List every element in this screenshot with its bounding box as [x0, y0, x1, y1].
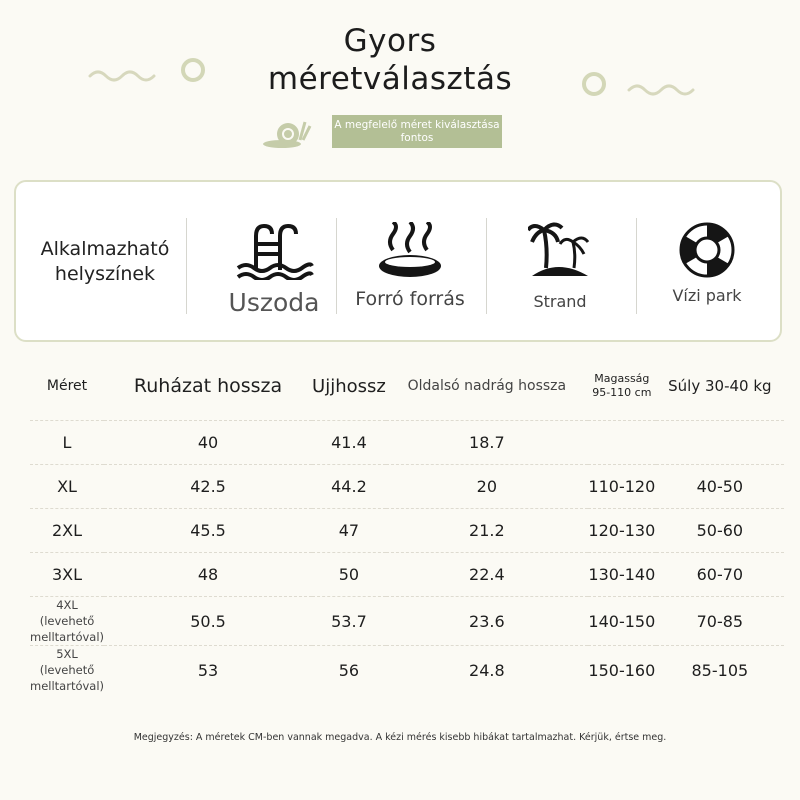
right-ring-decoration: [582, 72, 606, 96]
header-sleeve-length: Ujjhossz: [312, 375, 386, 397]
location-label: Uszoda: [228, 288, 320, 317]
value-cell: 22.4: [386, 553, 588, 597]
header-garment-length: Ruházat hossza: [133, 375, 283, 397]
size-cell: 3XL: [30, 553, 104, 597]
locations-panel: [14, 180, 782, 342]
hot-spring-icon: [375, 222, 445, 280]
divider: [636, 218, 637, 314]
location-pool: [204, 222, 344, 317]
value-cell: 130-140: [588, 553, 656, 597]
value-cell: 140-150: [588, 597, 656, 646]
table-header-row: [30, 352, 784, 421]
value-cell: [656, 421, 784, 465]
value-cell: [588, 421, 656, 465]
value-cell: 150-160: [588, 646, 656, 695]
value-cell: 41.4: [312, 421, 386, 465]
value-cell: 50: [312, 553, 386, 597]
size-cell: 4XL (levehető melltartóval): [30, 598, 105, 644]
divider: [336, 218, 337, 314]
size-cell: XL: [30, 465, 104, 509]
size-cell: 2XL: [30, 509, 104, 553]
value-cell: 21.2: [386, 509, 588, 553]
header-weight: Súly 30-40 kg: [668, 376, 772, 395]
location-label: Forró forrás: [355, 288, 465, 310]
divider: [186, 218, 187, 314]
location-water-park: [642, 220, 772, 305]
value-cell: 42.5: [104, 465, 312, 509]
value-cell: 20: [386, 465, 588, 509]
divider: [486, 218, 487, 314]
value-cell: 110-120: [588, 465, 656, 509]
locations-label: Alkalmazható helyszínek: [40, 238, 170, 285]
location-label: Strand: [533, 292, 587, 311]
value-cell: 70-85: [656, 597, 784, 646]
left-ring-decoration: [181, 58, 205, 82]
value-cell: 60-70: [656, 553, 784, 597]
value-cell: 50-60: [656, 509, 784, 553]
value-cell: 120-130: [588, 509, 656, 553]
value-cell: 23.6: [386, 597, 588, 646]
header-size: Méret: [46, 378, 88, 394]
value-cell: 53: [104, 646, 312, 695]
table-row: [30, 597, 784, 646]
size-cell: L: [30, 421, 104, 465]
value-cell: 85-105: [656, 646, 784, 695]
value-cell: 50.5: [104, 597, 312, 646]
value-cell: 40: [104, 421, 312, 465]
snail-icon: [262, 114, 312, 150]
size-importance-badge: A megfelelő méret kiválasztása fontos: [332, 115, 502, 148]
value-cell: 18.7: [386, 421, 588, 465]
measurement-note: Megjegyzés: A méretek CM-ben vannak megadva. A kézi mérés kisebb hibákat tartalmazhat. Kérjük, értse meg.: [133, 732, 667, 743]
lifebuoy-icon: [677, 220, 737, 280]
page-title: Gyors méretválasztás: [267, 23, 513, 97]
value-cell: 56: [312, 646, 386, 695]
table-row: [30, 646, 784, 695]
value-cell: 24.8: [386, 646, 588, 695]
left-wave-decoration: [88, 66, 158, 82]
size-chart-table: [30, 352, 784, 694]
right-wave-decoration: [627, 80, 697, 96]
value-cell: 47: [312, 509, 386, 553]
value-cell: 53.7: [312, 597, 386, 646]
value-cell: 40-50: [656, 465, 784, 509]
table-row: [30, 553, 784, 597]
location-beach: [492, 218, 628, 311]
size-cell: 5XL (levehető melltartóval): [30, 647, 105, 693]
pool-ladder-icon: [234, 222, 314, 280]
value-cell: 44.2: [312, 465, 386, 509]
value-cell: 45.5: [104, 509, 312, 553]
table-row: [30, 465, 784, 509]
header-height: Magasság 95-110 cm: [592, 372, 652, 399]
table-row: [30, 509, 784, 553]
location-label: Vízi park: [672, 286, 742, 305]
value-cell: 48: [104, 553, 312, 597]
header-side-pants-length: Oldalsó nadrág hossza: [407, 377, 567, 394]
palm-island-icon: [528, 218, 592, 278]
location-hot-spring: [342, 222, 478, 310]
table-row: [30, 421, 784, 465]
